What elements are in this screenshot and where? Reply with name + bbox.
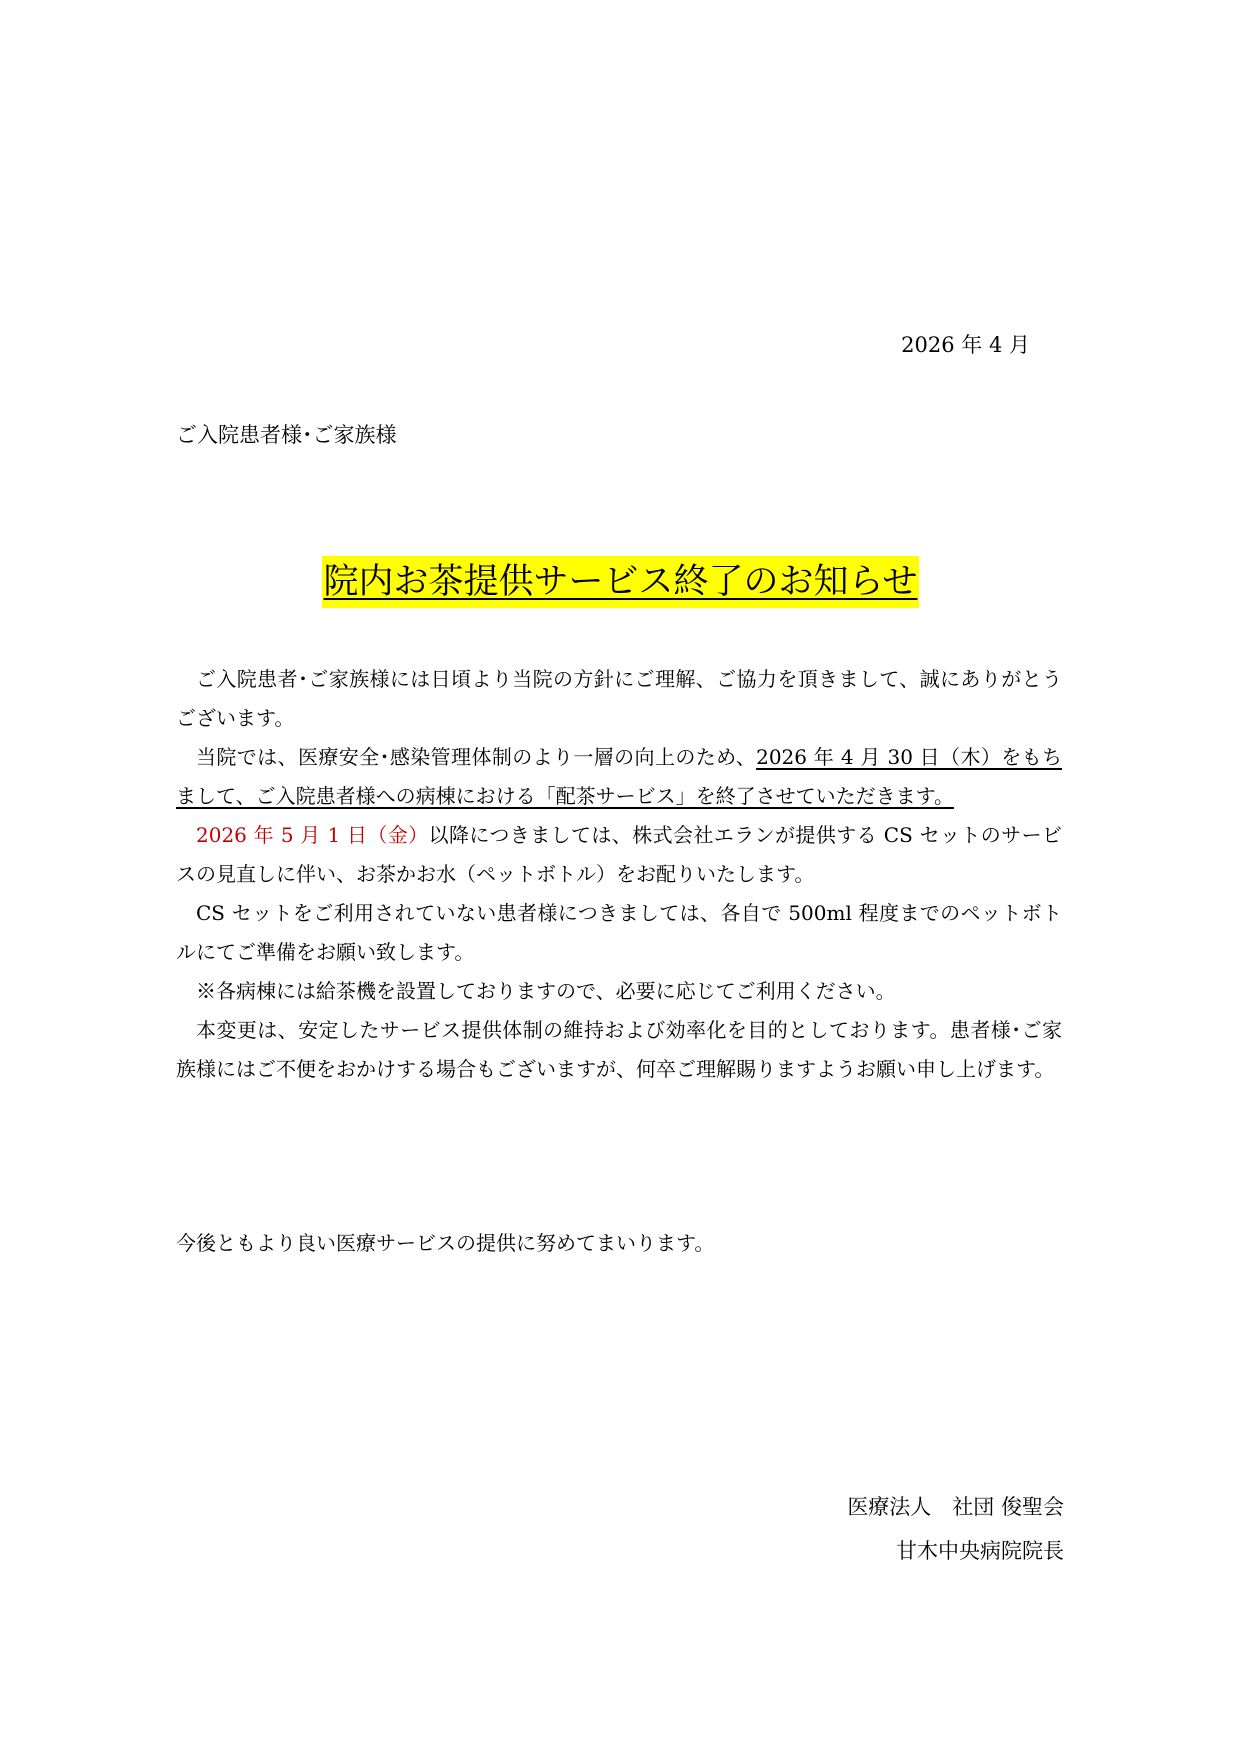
paragraph-gratitude: ご入院患者･ご家族様には日頃より当院の方針にご理解、ご協力を頂きまして、誠にありがとうございます。: [176, 667, 1062, 730]
new-service-start-date: 2026 年 5 月 1 日（金）: [196, 823, 429, 847]
notice-body: [176, 660, 1062, 1089]
title-container: [0, 556, 1241, 608]
service-end-intro: 当院では、医療安全･感染管理体制のより一層の向上のため、: [196, 745, 757, 769]
paragraph-service-end: [176, 738, 1062, 816]
paragraph-apology: 本変更は、安定したサービス提供体制の維持および効率化を目的としております。患者様･ご家族様にはご不便をおかけする場合もございますが、何卒ご理解賜りますようお願い申し上げます。: [176, 1018, 1062, 1081]
new-service-description: 以降につきましては、株式会社エランが提供する CS セットのサービスの見直しに伴い、お茶かお水（ペットボトル）をお配りいたします。: [176, 823, 1062, 886]
service-end-date-underlined: 2026 年 4 月 30 日（木）をもちまして、ご入院患者様への病棟における「配茶サービス」を終了させていただきます。: [176, 745, 1063, 808]
addressee: ご入院患者様･ご家族様: [176, 423, 397, 447]
signature-block: [847, 1485, 1064, 1573]
paragraph-tea-machine: ※各病棟には給茶機を設置しておりますので、必要に応じてご利用ください。: [196, 979, 896, 1003]
paragraph-new-service: [176, 816, 1062, 894]
signature-director: 甘木中央病院院長: [896, 1539, 1064, 1563]
closing-remark: 今後ともより良い医療サービスの提供に努めてまいります。: [176, 1231, 715, 1255]
paragraph-cs-set: CS セットをご利用されていない患者様につきましては、各自で 500ml 程度までのペットボトルにてご準備をお願い致します。: [176, 901, 1062, 964]
signature-organization: 医療法人 社団 俊聖会: [847, 1495, 1064, 1519]
issue-date: 2026 年 4 月: [901, 333, 1030, 357]
notice-title: 院内お茶提供サービス終了のお知らせ: [322, 556, 920, 608]
